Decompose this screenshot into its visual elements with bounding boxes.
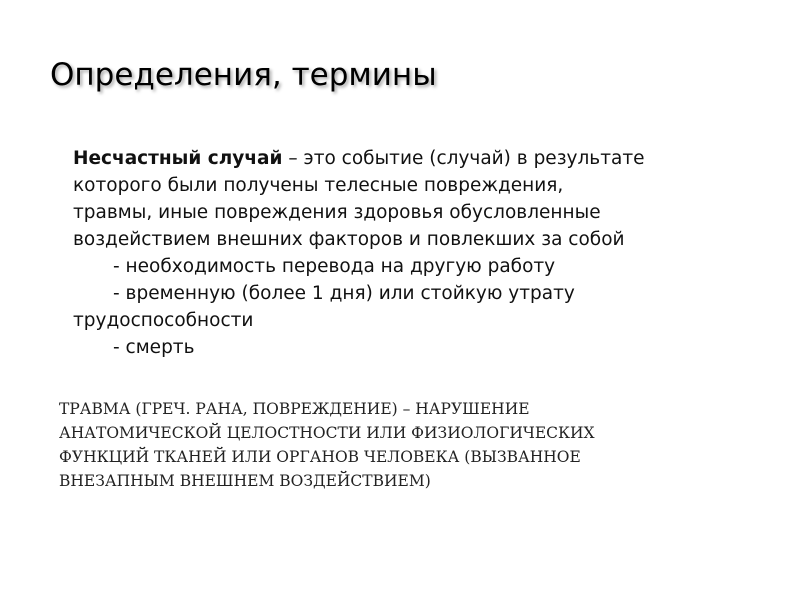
trauma-definition-line-4: ВНЕЗАПНЫМ ВНЕШНЕМ ВОЗДЕЙСТВИЕМ) xyxy=(59,472,431,490)
accident-definition-line-3: травмы, иные повреждения здоровья обусловленные xyxy=(73,202,601,223)
slide-title: Определения, термины xyxy=(50,57,437,93)
consequence-disability: - временную (более 1 дня) или стойкую утрату xyxy=(113,283,575,304)
accident-definition-line-2: которого были получены телесные повреждения, xyxy=(73,175,564,196)
accident-definition-text-1: – это событие (случай) в результате xyxy=(288,148,645,169)
trauma-definition-line-3: ФУНКЦИЙ ТКАНЕЙ ИЛИ ОРГАНОВ ЧЕЛОВЕКА (ВЫЗВАННОЕ xyxy=(59,448,581,466)
trauma-definition xyxy=(59,397,759,493)
trauma-definition-line-1: ТРАВМА (ГРЕЧ. РАНА, ПОВРЕЖДЕНИЕ) – НАРУШЕНИЕ xyxy=(59,400,530,418)
accident-definition-line-1 xyxy=(73,145,773,172)
trauma-definition-line-2: АНАТОМИЧЕСКОЙ ЦЕЛОСТНОСТИ ИЛИ ФИЗИОЛОГИЧЕСКИХ xyxy=(59,424,595,442)
consequence-disability-continued: трудоспособности xyxy=(73,310,254,331)
accident-definition-line-4: воздействием внешних факторов и повлекших за собой xyxy=(73,229,625,250)
consequence-death: - смерть xyxy=(113,337,195,358)
accident-definition xyxy=(73,145,773,361)
consequence-transfer: - необходимость перевода на другую работу xyxy=(113,256,556,277)
accident-term: Несчастный случай xyxy=(73,148,283,169)
